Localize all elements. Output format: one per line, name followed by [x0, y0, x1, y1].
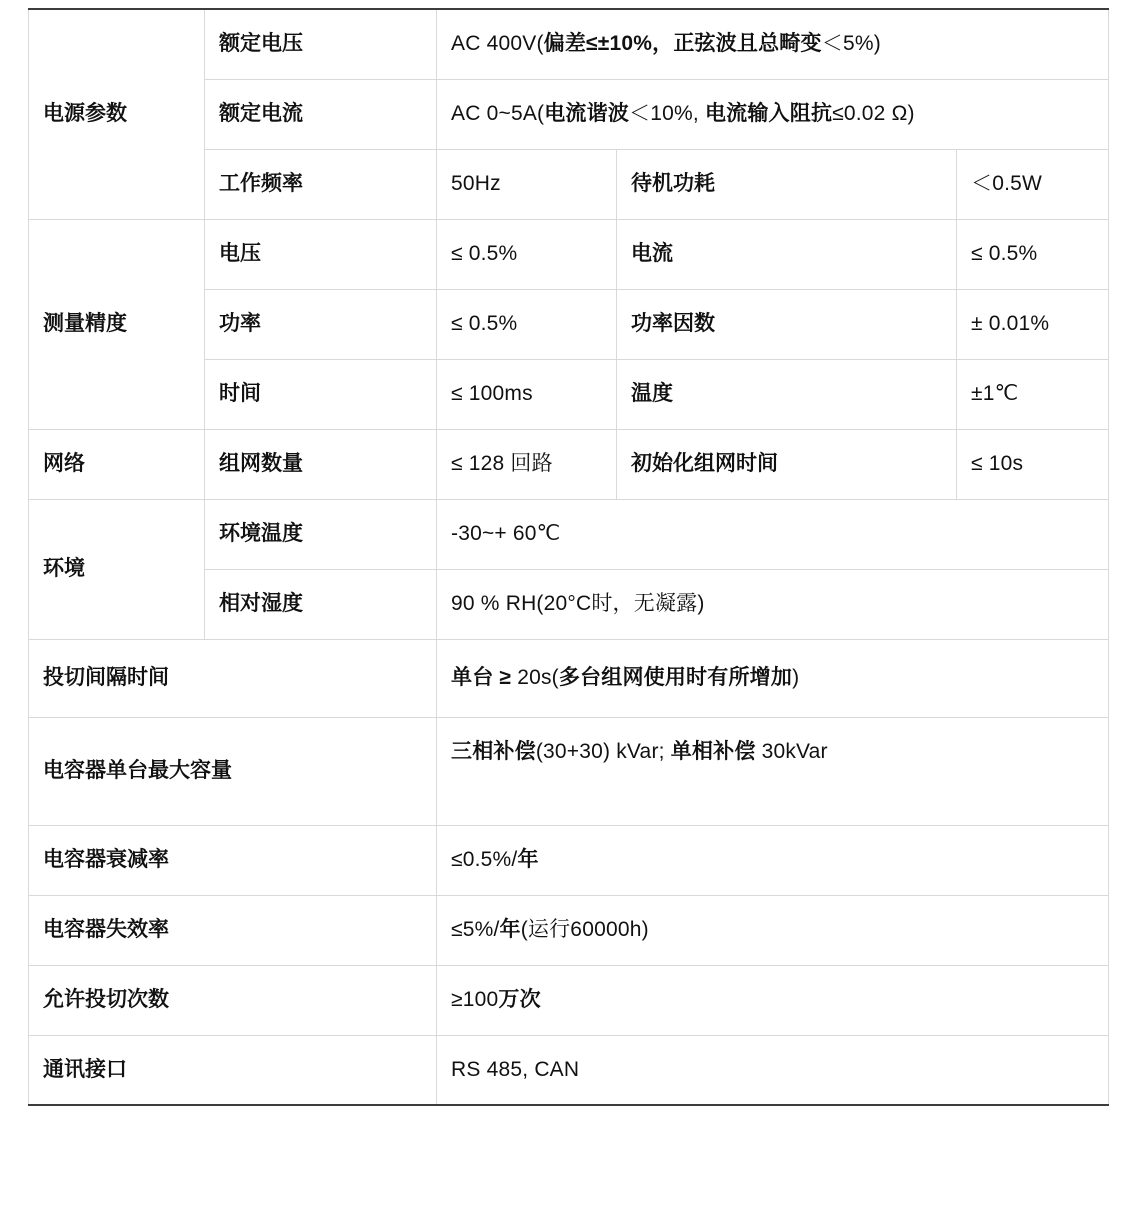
value-text-bold2: 多台组网使用时有所增加 [558, 665, 793, 689]
sub-working-frequency: 工作频率 [205, 149, 437, 219]
sub-ambient-temperature: 环境温度 [205, 499, 437, 569]
sub-relative-humidity: 相对湿度 [205, 569, 437, 639]
value-working-frequency: 50Hz [437, 149, 617, 219]
value-text: (30+30) kVar; [535, 739, 671, 763]
value-relative-humidity: 90 % RH(20°C时，无凝露) [437, 569, 1109, 639]
category-network: 网络 [29, 429, 205, 499]
value-current-accuracy: ≤ 0.5% [957, 219, 1109, 289]
value-text-bold2: 年 [517, 847, 539, 871]
category-power: 电源参数 [29, 9, 205, 219]
table-row [29, 9, 1109, 79]
table-row [29, 429, 1109, 499]
specifications-table [28, 8, 1109, 1106]
value-time-accuracy: ≤ 100ms [437, 359, 617, 429]
table-row [29, 895, 1109, 965]
value-text-bold: 三相补偿 [451, 739, 536, 763]
value-voltage-accuracy: ≤ 0.5% [437, 219, 617, 289]
sub-rated-current: 额定电流 [205, 79, 437, 149]
value-failure-rate [437, 895, 1109, 965]
sub-temperature: 温度 [617, 359, 957, 429]
label-max-capacity: 电容器单台最大容量 [29, 717, 437, 825]
label-switching-interval: 投切间隔时间 [29, 639, 437, 717]
sub-rated-voltage: 额定电压 [205, 9, 437, 79]
value-text-tail: ＜10%, [629, 101, 705, 125]
value-attenuation-rate [437, 825, 1109, 895]
table-row [29, 825, 1109, 895]
value-network-count: ≤ 128 回路 [437, 429, 617, 499]
table-row [29, 639, 1109, 717]
table-row [29, 219, 1109, 289]
value-power-accuracy: ≤ 0.5% [437, 289, 617, 359]
value-text-bold: 电流谐波 [544, 101, 630, 125]
value-text-bold2: 年 [499, 917, 521, 941]
value-text-bold2: 电流输入阻抗 [704, 101, 833, 125]
table-row [29, 965, 1109, 1035]
value-text-tail2: ≤0.02 Ω) [832, 101, 915, 125]
value-text-tail: 30kVar [755, 739, 828, 763]
value-switching-interval [437, 639, 1109, 717]
sub-network-count: 组网数量 [205, 429, 437, 499]
value-text: ≥100 [451, 987, 499, 1011]
sub-standby-power: 待机功耗 [617, 149, 957, 219]
value-text: AC 400V( [451, 32, 544, 56]
value-text-tail: (运行60000h) [520, 917, 649, 941]
value-rated-voltage [437, 9, 1109, 79]
value-standby-power: ＜0.5W [957, 149, 1109, 219]
label-switching-times: 允许投切次数 [29, 965, 437, 1035]
category-accuracy: 测量精度 [29, 219, 205, 429]
value-text: ≤0.5%/ [451, 847, 518, 871]
value-text: ≤5%/ [451, 917, 500, 941]
value-text-bold2: 单相补偿 [670, 739, 756, 763]
label-communication-interface: 通讯接口 [29, 1035, 437, 1105]
value-text: 20s( [517, 665, 559, 689]
value-text: AC 0~5A( [451, 101, 545, 125]
value-communication-interface [437, 1035, 1109, 1105]
table-row [29, 499, 1109, 569]
value-rated-current [437, 79, 1109, 149]
sub-voltage: 电压 [205, 219, 437, 289]
label-failure-rate: 电容器失效率 [29, 895, 437, 965]
value-max-capacity [437, 717, 1109, 825]
table-row [29, 717, 1109, 825]
label-attenuation-rate: 电容器衰减率 [29, 825, 437, 895]
value-init-network-time: ≤ 10s [957, 429, 1109, 499]
value-text-bold2: 万次 [498, 987, 541, 1011]
value-power-factor-accuracy: ± 0.01% [957, 289, 1109, 359]
sub-time: 时间 [205, 359, 437, 429]
table-row [29, 1035, 1109, 1105]
value-switching-times [437, 965, 1109, 1035]
sub-power-factor: 功率因数 [617, 289, 957, 359]
sub-current: 电流 [617, 219, 957, 289]
value-text-bold: 单台 ≥ [451, 665, 518, 689]
sub-power: 功率 [205, 289, 437, 359]
value-text-tail: ＜5%) [821, 32, 881, 56]
value-text-bold: 偏差≤±10%，正弦波且总畸变 [543, 32, 822, 56]
value-text-tail: ) [792, 665, 800, 689]
category-environment: 环境 [29, 499, 205, 639]
value-ambient-temperature: -30~+ 60℃ [437, 499, 1109, 569]
sub-init-network-time: 初始化组网时间 [617, 429, 957, 499]
value-temperature-accuracy: ±1℃ [957, 359, 1109, 429]
value-text: RS 485, CAN [451, 1057, 580, 1081]
